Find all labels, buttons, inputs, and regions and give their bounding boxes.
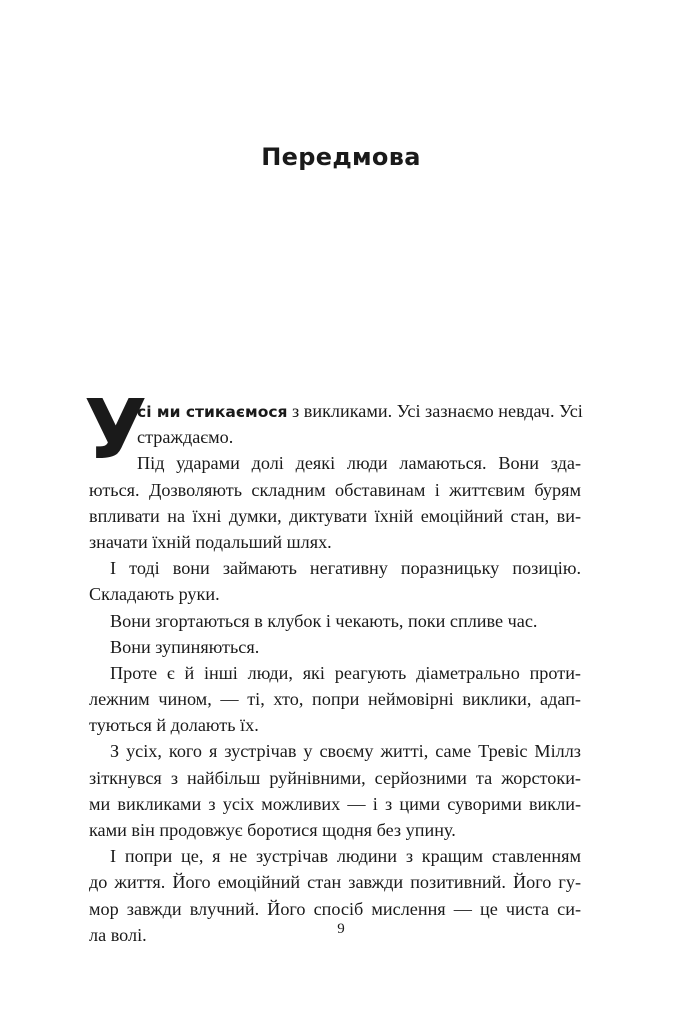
- text-line: мор завжди влучний. Його спосіб мислення — це чиста си-: [89, 898, 581, 919]
- text-line: ла волі.: [89, 924, 147, 945]
- text-line: зіткнувся з найбільш руйнівними, серйозними та жорстоки-: [89, 767, 581, 788]
- text-line: З усіх, кого я зустрічав у своєму житті, саме Тревіс Міллз: [110, 741, 581, 762]
- text-line: впливати на їхні думки, диктувати їхній емоційний стан, ви-: [89, 505, 581, 526]
- page-title: Передмова: [261, 143, 421, 171]
- text-line: Вони згортаються в клубок і чекають, поки спливе час.: [110, 610, 538, 631]
- text-line: туються й долають їх.: [89, 715, 259, 736]
- text-line: значати їхній подальший шлях.: [89, 531, 332, 552]
- text-line: страждаємо.: [137, 427, 234, 448]
- text-line: лежним чином, — ті, хто, попри неймовірні виклики, адап-: [89, 689, 581, 710]
- text-line: Складають руки.: [89, 584, 220, 605]
- text-line: [89, 398, 581, 424]
- lead-in-bold: сі ми стикаємося: [137, 403, 288, 421]
- text-line: до життя. Його емоційний стан завжди позитивний. Його гу-: [89, 872, 581, 893]
- text-line: Під ударами долі деякі люди ламаються. Вони зда-: [137, 453, 581, 474]
- text-line: ками він продовжує боротися щодня без упину.: [89, 820, 456, 840]
- text-line: І тоді вони займають негативну поразницьку позицію.: [110, 558, 581, 579]
- text-line: ми викликами з усіх можливих — і з цими суворими викли-: [89, 793, 581, 814]
- body-text: [84, 383, 583, 948]
- page-number: 9: [337, 921, 345, 937]
- text-line: Проте є й інші люди, які реагують діаметрально проти-: [110, 662, 581, 683]
- text-line: І попри це, я не зустрічав людини з кращим ставленням: [110, 846, 581, 867]
- text-line-rest: з викликами. Усі зазнаємо невдач. Усі: [287, 401, 583, 421]
- drop-cap: У: [84, 383, 148, 478]
- text-line: ються. Дозволяють складним обставинам і життєвим бурям: [89, 479, 581, 500]
- text-line: Вони зупиняються.: [110, 636, 260, 657]
